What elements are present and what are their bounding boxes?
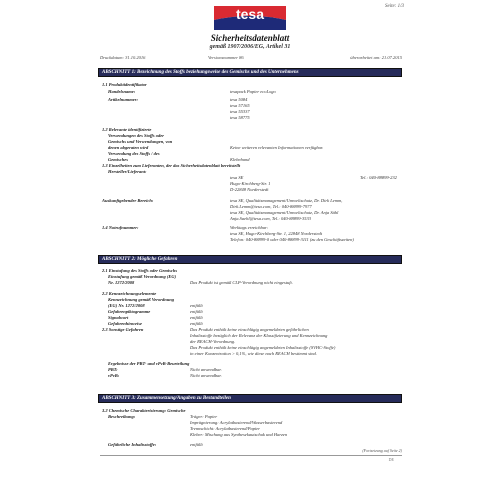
section-2-3-line-5: in einer Konzentration > 0,1%, wie diese nach REACH bestimmt sind.	[190, 351, 317, 356]
section-1-2-line-2: Verwendungen des Stoffs oder	[108, 133, 165, 138]
section-1-3-heading: 1.3 Einzelheiten zum Lieferanten, der das Sicherheitsdatenblatt bereitstellt	[102, 163, 241, 168]
section-2-2-heading: 2.2 Kennzeichnungselemente	[102, 291, 157, 296]
beschreibung-line-3: Trennschicht: Acrylatbasierend/Papier	[190, 426, 260, 431]
section-2-1-heading: 2.1 Einstufung des Stoffs oder Gemischs	[102, 268, 178, 273]
artikel-value-1: tesa 5084	[230, 97, 248, 102]
version-number: Versionsnummer 86	[208, 55, 244, 60]
section-1-header: ABSCHNITT 1: Bezeichnung des Stoffs beziehungsweise des Gemischs und des Unternehmens	[98, 68, 402, 77]
section-2-header: ABSCHNITT 2: Mögliche Gefahren	[98, 255, 402, 264]
handelsname-label: Handelsname:	[108, 89, 136, 94]
beschreibung-line-4: Kleber: Mischung aus Synthesekautschuk und Harzen	[190, 432, 288, 437]
hersteller-line-3: D-22848 Norderstedt	[230, 187, 269, 192]
signalwort-value: entfällt	[190, 315, 203, 320]
footer-mark: DE	[388, 457, 394, 462]
page-footer	[100, 448, 402, 462]
section-2-3-line-3: der REACH-Verordnung.	[190, 339, 236, 344]
section-2-1-line-3: Nr. 1272/2008	[108, 280, 135, 285]
section-3-header: ABSCHNITT 3: Zusammensetzung/Angaben zu Bestandteilen	[98, 394, 402, 403]
section-2-3-line-4: Das Produkt enthält keine einschlägig angemeldeten Inhaltsstoffe (SVHC-Stoffe)	[190, 345, 336, 350]
section-1-2-line-1: 1.2 Relevante identifizierte	[102, 127, 152, 132]
signalwort-label: Signalwort	[108, 315, 129, 320]
artikel-label: Artikelnummer:	[108, 97, 139, 102]
vpvb-label: vPvB:	[108, 373, 120, 378]
pbt-label: PBT:	[108, 367, 118, 372]
section-2-2-line-2: Kennzeichnung gemäß Verordnung	[108, 297, 175, 302]
auskunft-line-3: tesa SE, Qualitätsmanagement/Umweltschutz, Dr. Anja Sähl	[230, 210, 339, 215]
section-2-2-value: entfällt	[190, 303, 203, 308]
section-1-2-line-4: denen abgeraten wird	[108, 145, 149, 150]
section-2-1-value: Das Produkt ist gemäß CLP-Verordnung nicht eingestuft.	[190, 280, 293, 285]
gemisch-value: Klebeband	[230, 157, 250, 162]
hersteller-tel: Tel.: 040-88899-232	[360, 175, 397, 180]
beschreibung-label: Beschreibung:	[108, 414, 136, 419]
continued-note: (Fortsetzung auf Seite 2)	[362, 448, 402, 453]
inhaltsstoffe-value: entfällt	[190, 442, 203, 447]
artikel-value-4: tesa 58775	[230, 115, 250, 120]
beschreibung-line-1: Träger: Papier	[190, 414, 218, 419]
auskunft-label: Auskunftgebender Bereich:	[102, 198, 154, 203]
hersteller-line-1: tesa SE	[230, 175, 244, 180]
hersteller-line-2: Hugo-Kirchberg-Str. 1	[230, 181, 271, 186]
handelsname-value: tesapack Papier ecoLogo	[230, 89, 276, 94]
page-number: Seite: 1/3	[384, 4, 404, 9]
section-1-2-line-5: Verwendung des Stoffs / des	[108, 151, 160, 156]
section-3-2-heading: 3.2 Chemische Charakterisierung: Gemische	[102, 408, 186, 413]
vpvb-value: Nicht anwendbar.	[190, 373, 222, 378]
tesa-logo	[212, 4, 288, 32]
print-date: Druckdatum: 31.10.2016	[100, 55, 146, 60]
section-1-2-line-3: Gemischs und Verwendungen, von	[108, 139, 173, 144]
section-2-3-line-2: Inhaltsstoffe bezüglich der Relevanz der Klassifizierung und Kennzeichnung	[190, 333, 328, 338]
artikel-value-3: tesa 55337	[230, 109, 250, 114]
pbt-heading: Ergebnisse der PBT- und vPvB-Beurteilung	[108, 361, 190, 366]
section-2-1-line-2: Einstufung gemäß Verordnung (EG)	[108, 274, 177, 279]
artikel-value-2: tesa 57165	[230, 103, 250, 108]
notruf-line-3: Telefon: 040-88899-0 oder 040-88899-3111 (zu den Geschäftszeiten)	[230, 237, 354, 242]
document-subtitle: gemäß 1907/2006/EG, Artikel 31	[209, 44, 291, 50]
inhaltsstoffe-label: Gefährliche Inhaltsstoffe:	[108, 442, 157, 447]
gefahrenhinweise-label: Gefahrenhinweise	[108, 321, 143, 326]
auskunft-line-4: Anja.Saehl@tesa.com, Tel.: 040-88899-3533	[230, 216, 311, 221]
pbt-value: Nicht anwendbar.	[190, 367, 222, 372]
notruf-label: 1.4 Notrufnummer:	[102, 225, 139, 230]
section-2-3-line-1: Das Produkt enthält keine einschlägig angemeldeten gefährlichen	[190, 327, 309, 332]
beschreibung-line-2: Imprägnierung: Acrylatbasierend/Wasserbasierend	[190, 420, 283, 425]
hersteller-label: Hersteller/Lieferant:	[108, 169, 147, 174]
logo-text: tesa	[235, 6, 265, 22]
notruf-line-2: tesa SE, Hugo-Kirchberg-Str. 1, 22848 Norderstedt	[230, 231, 322, 236]
document-title: Sicherheitsdatenblatt	[210, 33, 290, 43]
auskunft-line-2: Dirk.Lemm@tesa.com, Tel.: 040-88899-7977	[230, 204, 312, 209]
revision-date: überarbeitet am: 21.07.2015	[350, 55, 402, 60]
auskunft-line-1: tesa SE, Qualitätsmanagement/Umweltschutz, Dr. Dirk Lemm,	[230, 198, 343, 203]
section-1-2-value: Keine weiteren relevanten Informationen verfügbar.	[230, 145, 324, 150]
gefahrenhinweise-value: entfällt	[190, 321, 203, 326]
footer-rule	[100, 455, 402, 456]
piktogramme-label: Gefahrenpiktogramme	[108, 309, 151, 314]
document-meta	[100, 55, 402, 63]
piktogramme-value: entfällt	[190, 309, 203, 314]
notruf-line-1: Werktags erreichbar:	[230, 225, 269, 230]
section-2-2-line-3: (EG) Nr. 1272/2008	[108, 303, 145, 308]
section-2-3-heading: 2.3 Sonstige Gefahren	[102, 327, 144, 332]
section-1-2-line-6: Gemisches	[108, 157, 128, 162]
section-1-1-heading: 1.1 Produktidentifikator	[102, 82, 147, 87]
